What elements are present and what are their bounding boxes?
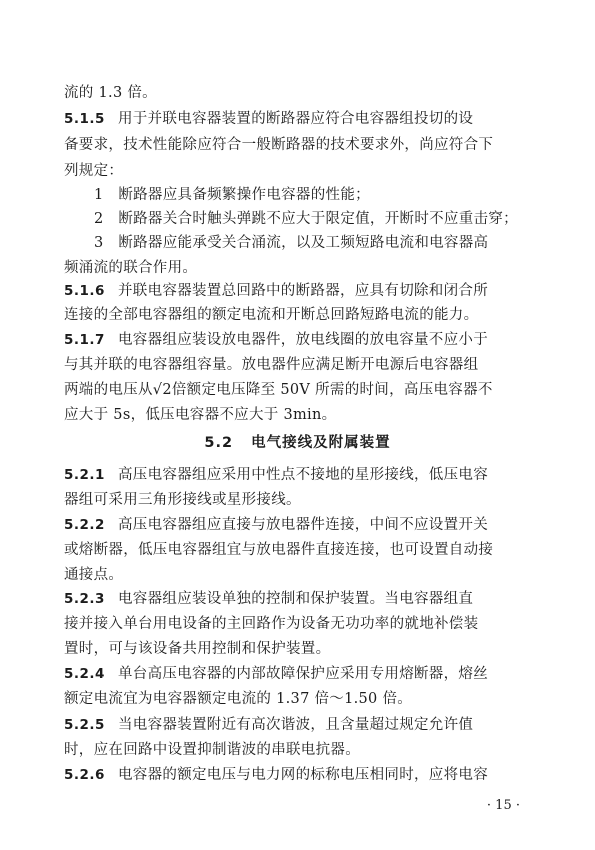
list-item — [0, 230, 595, 256]
line-text: 额定电流宜为电容器额定电流的 1.37 倍～1.50 倍。 — [64, 691, 413, 707]
text-line — [0, 487, 595, 513]
clause-5-2-3 — [0, 586, 595, 612]
page-number: · 15 · — [486, 798, 520, 813]
line-text: 用于并联电容器装置的断路器应符合电容器组投切的设 — [118, 111, 474, 127]
text-line — [0, 686, 595, 712]
text-line — [0, 352, 595, 378]
clause-number: 5.2.3 — [64, 591, 105, 607]
line-text: 两端的电压从√2倍额定电压降至 50V 所需的时间，高压电容器不 — [64, 382, 493, 398]
line-text: 置时，可与该设备共用控制和保护装置。 — [64, 641, 331, 657]
line-text: 接并接入单台用电设备的主回路作为设备无功功率的就地补偿装 — [64, 616, 479, 632]
line-text: 列规定： — [64, 163, 124, 179]
text-line — [0, 537, 595, 563]
text-line — [0, 611, 595, 637]
clause-5-2-1 — [0, 462, 595, 488]
line-text: 电容器组应装设放电器件，放电线圈的放电容量不应小于 — [118, 332, 488, 348]
line-text: 应大于 5s，低压电容器不应大于 3min。 — [64, 407, 337, 423]
clause-number: 5.1.5 — [64, 111, 105, 127]
section-number: 5.2 — [204, 435, 234, 451]
line-text: 高压电容器组应直接与放电器件连接，中间不应设置开关 — [118, 517, 488, 533]
text-line — [0, 158, 595, 184]
line-text: 2 断路器关合时触头弹跳不应大于限定值，开断时不应重击穿； — [94, 211, 518, 227]
line-text: 与其并联的电容器组容量。放电器件应满足断开电源后电容器组 — [64, 357, 479, 373]
text-line — [0, 562, 595, 588]
clause-5-1-5 — [0, 106, 595, 132]
line-text: 通接点。 — [64, 567, 124, 583]
line-text: 电容器的额定电压与电力网的标称电压相同时，应将电容 — [118, 767, 488, 783]
line-text: 流的 1.3 倍。 — [64, 85, 157, 101]
clause-5-1-7 — [0, 327, 595, 353]
line-text: 备要求，技术性能除应符合一般断路器的技术要求外，尚应符合下 — [64, 137, 494, 153]
clause-number: 5.1.6 — [64, 283, 105, 299]
line-text: 1 断路器应具备频繁操作电容器的性能； — [94, 187, 370, 203]
text-line — [0, 377, 595, 403]
section-heading — [0, 430, 595, 456]
text-line — [0, 302, 595, 328]
clause-number: 5.1.7 — [64, 332, 105, 348]
section-title: 电气接线及附属装置 — [251, 435, 391, 451]
text-line — [0, 737, 595, 763]
line-text: 连接的全部电容器组的额定电流和开断总回路短路电流的能力。 — [64, 307, 479, 323]
clause-5-2-2 — [0, 512, 595, 538]
text-line — [0, 132, 595, 158]
line-text: 单台高压电容器的内部故障保护应采用专用熔断器，熔丝 — [118, 666, 488, 682]
clause-number: 5.2.6 — [64, 767, 105, 783]
text-line — [0, 80, 595, 106]
list-item — [0, 182, 595, 208]
clause-5-2-6 — [0, 762, 595, 788]
clause-number: 5.2.4 — [64, 666, 105, 682]
line-text: 时，应在回路中设置抑制谐波的串联电抗器。 — [64, 742, 360, 758]
line-text: 器组可采用三角形接线或星形接线。 — [64, 492, 301, 508]
clause-number: 5.2.1 — [64, 467, 105, 483]
line-text: 或熔断器，低压电容器组宜与放电器件直接连接，也可设置自动接 — [64, 542, 494, 558]
line-text: 频涌流的联合作用。 — [64, 260, 198, 276]
clause-number: 5.2.5 — [64, 717, 105, 733]
clause-5-2-5 — [0, 712, 595, 738]
line-text: 3 断路器应能承受关合涌流，以及工频短路电流和电容器高 — [94, 235, 489, 251]
clause-5-1-6 — [0, 278, 595, 304]
clause-number: 5.2.2 — [64, 517, 105, 533]
line-text: 高压电容器组应采用中性点不接地的星形接线，低压电容 — [118, 467, 488, 483]
line-text: 并联电容器装置总回路中的断路器，应具有切除和闭合所 — [118, 283, 488, 299]
line-text: 当电容器装置附近有高次谐波，且含量超过规定允许值 — [118, 717, 474, 733]
list-item — [0, 206, 595, 232]
text-line — [0, 402, 595, 428]
clause-5-2-4 — [0, 661, 595, 687]
text-line — [0, 636, 595, 662]
line-text: 电容器组应装设单独的控制和保护装置。当电容器组直 — [118, 591, 474, 607]
